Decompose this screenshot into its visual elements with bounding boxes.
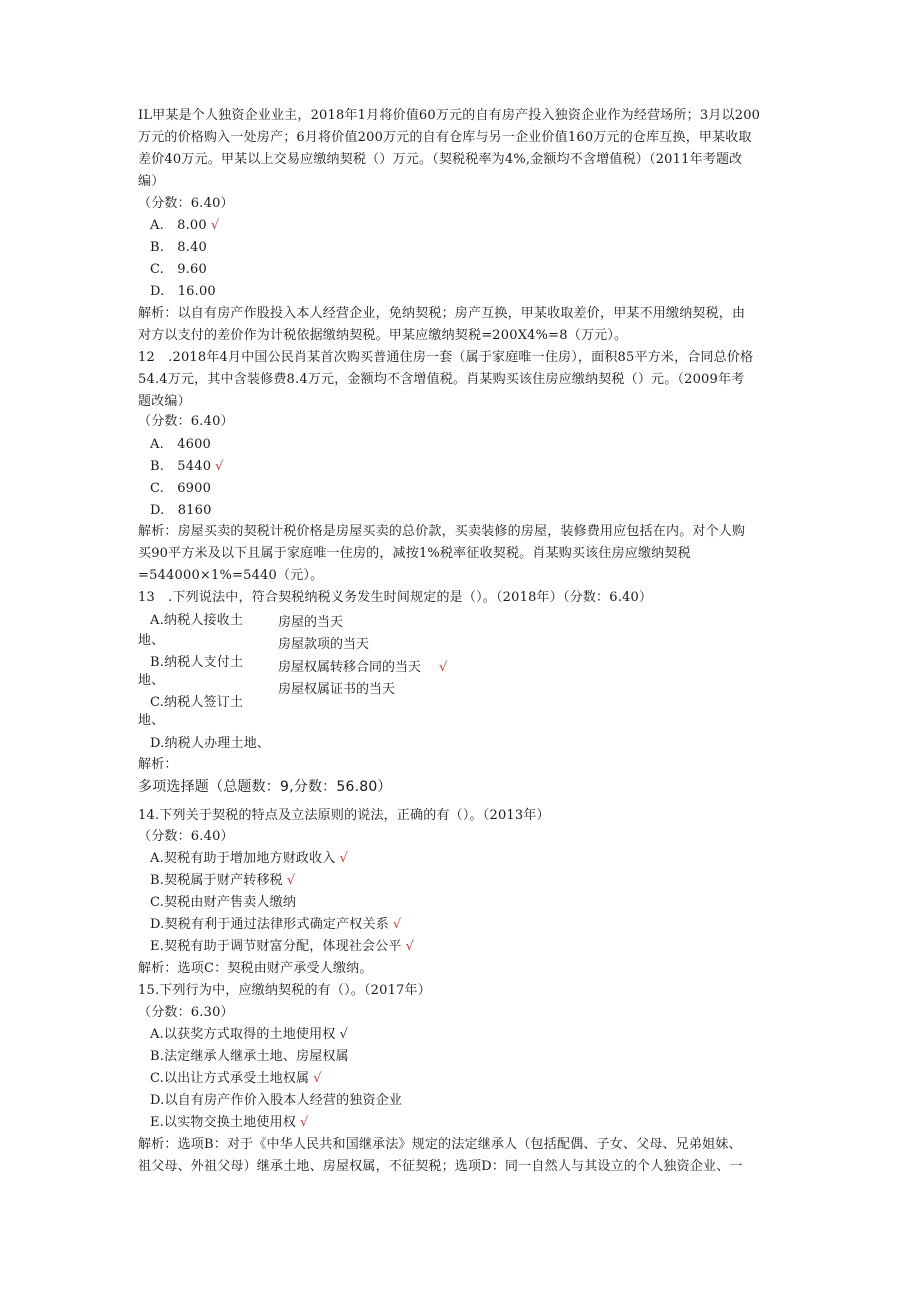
q13-analysis: 解析： xyxy=(138,757,178,772)
q15-analysis-line: 祖父母、外祖父母）继承土地、房屋权属，不征契税；选项D：同一自然人与其设立的个人独资企业、一 xyxy=(138,1159,743,1174)
option-label: E.契税有助于调节财富分配，体现社会公平 xyxy=(150,939,402,954)
q13-right-col: 房屋的当天 xyxy=(278,615,344,630)
option-label: B.契税属于财产转移税 xyxy=(150,873,283,888)
checkmark-icon: √ xyxy=(210,218,220,233)
q15-text-line: 15.下列行为中，应缴纳契税的有（）。（2017年） xyxy=(138,983,431,998)
option-label: B. 5440 xyxy=(150,459,212,474)
option-label: A.以获奖方式取得的土地使用权 xyxy=(150,1027,336,1042)
q11-analysis-line: 解析：以自有房产作股投入本人经营企业，免纳契税；房产互换，甲某收取差价，甲某不用缴纳契税，由 xyxy=(138,306,746,321)
checkmark-icon: √ xyxy=(286,873,296,888)
q13-right-col xyxy=(278,659,447,677)
option-label: C. 9.60 xyxy=(150,262,207,277)
q11-option-b xyxy=(150,239,207,257)
option-label: D.契税有利于通过法律形式确定产权关系 xyxy=(150,917,389,932)
checkmark-icon: √ xyxy=(339,1027,349,1042)
checkmark-icon: √ xyxy=(215,459,224,474)
q13-left-col: C.纳税人签订土 xyxy=(150,695,244,710)
q13-left-col: 地、 xyxy=(138,713,165,728)
q15-option-b xyxy=(150,1048,349,1066)
q11-text-line: IL甲某是个人独资企业业主，2018年1月将价值60万元的自有房产投入独资企业作为经营场所；3月以200 xyxy=(138,108,761,123)
q11-text-line: 编） xyxy=(138,174,165,189)
q11-analysis-line: 对方以支付的差价作为计税依据缴纳契税。甲某应缴纳契税=200X4%=8（万元）。 xyxy=(138,328,628,343)
checkmark-icon: √ xyxy=(439,660,448,675)
q13-left-col: A.纳税人接收土 xyxy=(150,613,244,628)
q14-option-c xyxy=(150,894,296,912)
q12-option-c xyxy=(150,480,211,498)
q13-text-line: 13 .下列说法中，符合契税纳税义务发生时间规定的是（）。（2018年）（分数：6.40） xyxy=(138,590,653,605)
q12-score: （分数：6.40） xyxy=(138,414,234,429)
q12-option-d xyxy=(150,502,212,520)
q13-right-col: 房屋款项的当天 xyxy=(278,637,370,652)
q15-analysis-line: 解析：选项B：对于《中华人民共和国继承法》规定的法定继承人（包括配偶、子女、父母、兄弟姐妹、 xyxy=(138,1137,742,1152)
q14-analysis: 解析：选项C：契税由财产承受人缴纳。 xyxy=(138,961,373,976)
q11-score: （分数：6.40） xyxy=(138,196,234,211)
q12-analysis-line: 解析：房屋买卖的契税计税价格是房屋买卖的总价款，买卖装修的房屋，装修费用应包括在内。对个人购 xyxy=(138,524,746,539)
option-label: A. 4600 xyxy=(150,437,212,452)
option-label: D.以自有房产作价入股本人经营的独资企业 xyxy=(150,1093,403,1108)
q14-text-line: 14.下列关于契税的特点及立法原则的说法，正确的有（）。（2013年） xyxy=(138,808,550,823)
q15-option-d xyxy=(150,1092,402,1110)
checkmark-icon: √ xyxy=(405,939,415,954)
option-label: A.契税有助于增加地方财政收入 xyxy=(150,851,336,866)
q15-score: （分数：6.30） xyxy=(138,1005,234,1020)
q13-left-col: 地、 xyxy=(138,673,165,688)
q14-option-b xyxy=(150,872,295,890)
option-label: C.以出让方式承受土地权属 xyxy=(150,1071,310,1086)
q13-left-col: D.纳税人办理土地、 xyxy=(150,736,271,751)
q12-text-line: 54.4万元，其中含装修费8.4万元，金额均不含增值税。肖某购买该住房应缴纳契税（）元。（2009年考 xyxy=(138,372,745,387)
q12-text-line: 12 .2018年4月中国公民肖某首次购买普通住房一套（属于家庭唯一住房），面积85平方米，合同总价格 xyxy=(138,350,754,365)
q11-text-line: 差价40万元。甲某以上交易应缴纳契税（）万元。（契税税率为4%,金额均不含增值税）（2011年考题改 xyxy=(138,152,743,167)
q13-left-col: 地、 xyxy=(138,633,165,648)
checkmark-icon: √ xyxy=(300,1115,309,1130)
q14-option-d xyxy=(150,916,401,934)
option-text: 房屋权属转移合同的当天 xyxy=(278,660,422,675)
q13-left-col: B.纳税人支付土 xyxy=(150,655,244,670)
option-label: A. 8.00 xyxy=(150,218,207,233)
checkmark-icon: √ xyxy=(313,1071,322,1086)
q11-option-d xyxy=(150,283,216,301)
q12-option-a xyxy=(150,436,211,454)
q14-option-a xyxy=(150,850,348,868)
q11-text-line: 万元的价格购入一处房产；6月将价值200万元的自有仓库与另一企业价值160万元的仓库互换，甲某收取 xyxy=(138,130,752,145)
q15-option-e xyxy=(150,1114,309,1132)
option-label: E.以实物交换土地使用权 xyxy=(150,1115,297,1130)
q15-option-a xyxy=(150,1026,348,1044)
q13-right-col: 房屋权属证书的当天 xyxy=(278,682,396,697)
q11-option-c xyxy=(150,261,207,279)
q12-analysis-line: =544000×1%=5440（元）。 xyxy=(138,568,324,583)
q14-score: （分数：6.40） xyxy=(138,829,234,844)
q14-option-e xyxy=(150,938,414,956)
q15-option-c xyxy=(150,1070,322,1088)
option-label: C.契税由财产售卖人缴纳 xyxy=(150,895,297,910)
option-label: B.法定继承人继承土地、房屋权属 xyxy=(150,1049,349,1064)
section-heading: 多项选择题（总题数：9,分数：56.80） xyxy=(138,779,392,795)
option-label: C. 6900 xyxy=(150,481,212,496)
q12-option-b xyxy=(150,458,224,476)
option-label: B. 8.40 xyxy=(150,240,208,255)
checkmark-icon: √ xyxy=(339,851,349,866)
option-label: D. 8160 xyxy=(150,503,212,518)
option-label: D. 16.00 xyxy=(150,284,216,299)
q11-option-a xyxy=(150,217,219,235)
q12-analysis-line: 买90平方米及以下且属于家庭唯一住房的，减按1%税率征收契税。肖某购买该住房应缴纳契税 xyxy=(138,546,691,561)
q12-text-line: 题改编） xyxy=(138,394,191,409)
checkmark-icon: √ xyxy=(392,917,402,932)
